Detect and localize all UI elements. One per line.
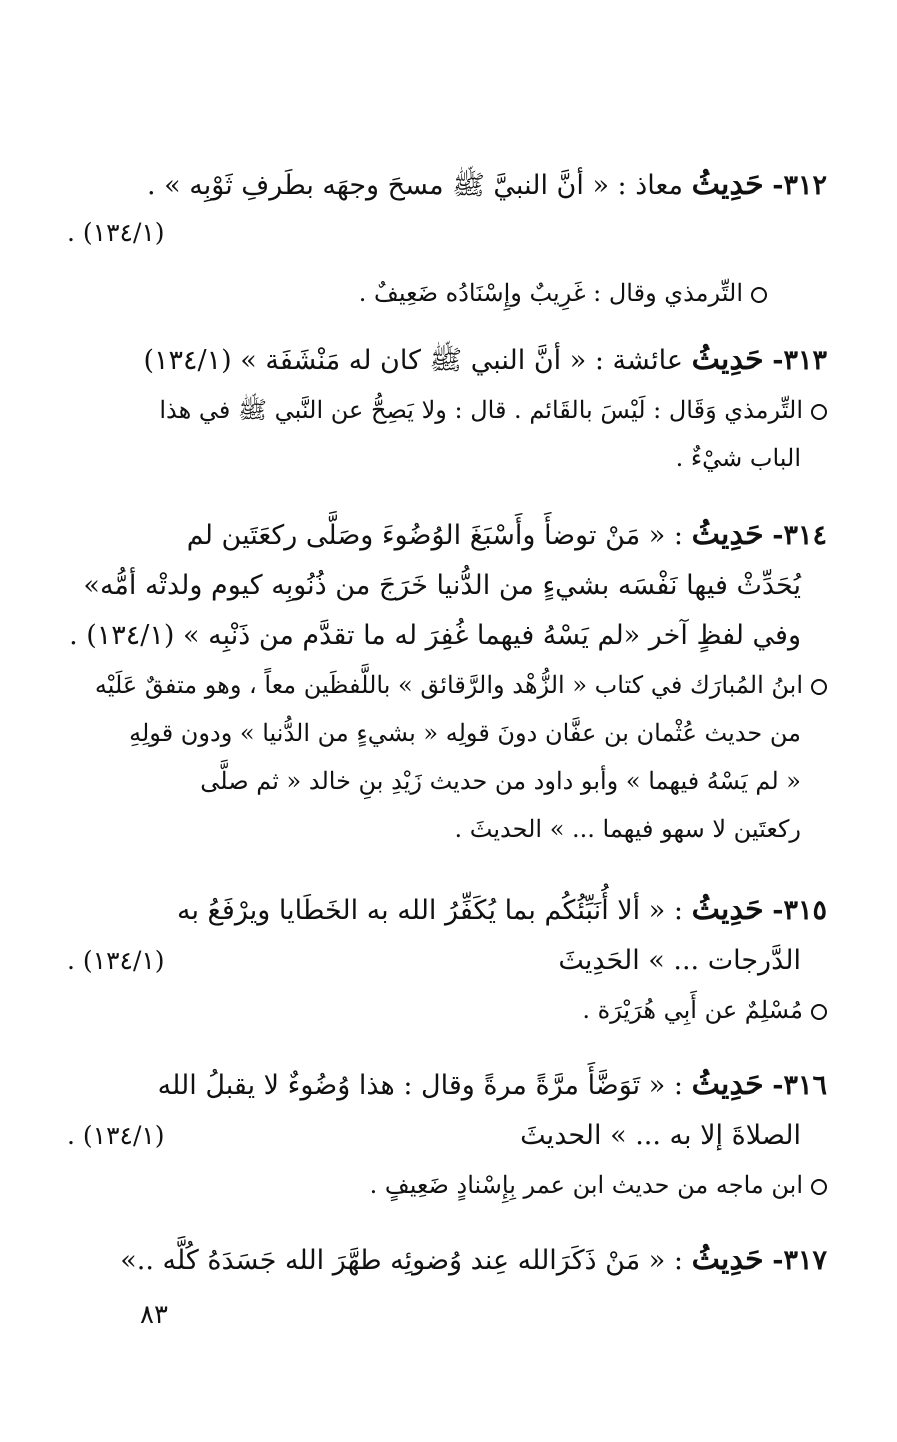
hadith-word: حَدِيثُ xyxy=(691,342,764,377)
entry-text: : « تَوَضَّأَ مرَّةً مرةً وقال : هذا وُضُوءٌ لا يقبلُ الله xyxy=(157,1070,683,1101)
circle-bullet-icon xyxy=(811,679,827,695)
entry-text: : « ألا أُنَبِّئُكُم بما يُكَفِّرُ الله به الخَطَايا ويرْفَعُ به xyxy=(176,895,683,926)
page-number: ٨٣ xyxy=(140,1300,168,1330)
entry-line: يُحَدِّثْ فيها نَفْسَه بشيءٍ من الدُّنيا خَرَجَ من ذُنُوبِه كيوم ولدتْه أمُّه» xyxy=(83,570,801,601)
entry-line xyxy=(67,1060,827,1111)
circle-bullet-icon xyxy=(811,1179,827,1195)
hadith-entry-316 xyxy=(67,1060,827,1209)
entry-line xyxy=(67,510,827,561)
entry-number: ٣١٤- xyxy=(772,520,827,551)
entry-line xyxy=(67,1111,827,1161)
note-text: التِّرمذي وَقَال : لَيْسَ بالقَائم . قال : ولا يَصِحُّ عن النَّبي ﷺ في هذا xyxy=(159,396,803,424)
entry-line xyxy=(67,335,827,386)
entry-number: ٣١٣- xyxy=(772,345,827,376)
note-text: التِّرمذي وقال : غَرِيبٌ وإِسْنَادُه ضَعِيفٌ . xyxy=(358,279,743,307)
takhrij-note xyxy=(67,661,827,709)
hadith-entry-315 xyxy=(67,885,827,1034)
note-continuation: ركعتَين لا سهو فيهما ... » الحديثَ . xyxy=(454,815,801,843)
entry-line xyxy=(67,936,827,986)
takhrij-note xyxy=(67,386,827,434)
note-text: ابنُ المُبارَك في كتاب « الزُّهْد والرَّقائق » باللَّفظَين معاً ، وهو متفقٌ عَلَيْه xyxy=(94,671,803,699)
entry-text: : « مَنْ توضأَ وأَسْبَغَ الوُضُوءَ وصَلَّى ركعَتَين لم xyxy=(186,520,683,551)
entry-number: ٣١٦- xyxy=(772,1070,827,1101)
circle-bullet-icon xyxy=(811,1004,827,1020)
entry-line xyxy=(67,160,827,211)
entry-text: الصلاةَ إلا به ... » الحديثَ xyxy=(520,1120,801,1151)
hadith-word: حَدِيثُ xyxy=(691,892,764,927)
hadith-entry-312 xyxy=(67,160,827,317)
hadith-word: حَدِيثُ xyxy=(691,167,764,202)
hadith-word: حَدِيثُ xyxy=(691,517,764,552)
entry-reference: (١٣٤/١) . xyxy=(67,1121,165,1150)
hadith-word: حَدِيثُ xyxy=(691,1242,764,1277)
takhrij-note xyxy=(67,269,827,317)
note-text: مُسْلِمٌ عن أَبِي هُرَيْرَة . xyxy=(582,996,803,1024)
hadith-entry-314 xyxy=(67,510,827,853)
hadith-entry-317 xyxy=(67,1235,827,1286)
entry-text: الدَّرجات ... » الحَدِيثَ xyxy=(558,945,801,976)
entry-reference: (١٣٤/١) . xyxy=(67,946,165,975)
entry-line xyxy=(67,885,827,936)
takhrij-note xyxy=(67,1161,827,1209)
entry-text: معاذ : « أنَّ النبيَّ ﷺ مسحَ وجهَه بطَرفِ ثَوْبِه » . xyxy=(147,170,683,201)
note-continuation: « لم يَسْهُ فيهما » وأبو داود من حديث زَيْدِ بنِ خالد « ثم صلَّى xyxy=(200,767,801,795)
entry-number: ٣١٧- xyxy=(772,1245,827,1276)
entry-line: وفي لفظٍ آخر «لم يَسْهُ فيهما غُفِرَ له ما تقدَّم من ذَنْبِه » (١٣٤/١) . xyxy=(69,620,801,651)
entry-text: : « مَنْ ذَكَرَالله عِند وُضوئِه طهَّرَ الله جَسَدَهُ كُلَّه ..» xyxy=(120,1245,683,1276)
note-text: ابن ماجه من حديث ابن عمر بِإِسْنادٍ ضَعِيفٍ . xyxy=(369,1171,803,1199)
circle-bullet-icon xyxy=(811,404,827,420)
takhrij-note xyxy=(67,986,827,1034)
entry-number: ٣١٥- xyxy=(772,895,827,926)
entry-number: ٣١٢- xyxy=(772,170,827,201)
hadith-word: حَدِيثُ xyxy=(691,1067,764,1102)
hadith-entry-313 xyxy=(67,335,827,482)
note-continuation: الباب شيْءٌ . xyxy=(675,444,801,472)
entry-text: عائشة : « أنَّ النبي ﷺ كان له مَنْشَفَة » (١٣٤/١) xyxy=(143,345,683,376)
circle-bullet-icon xyxy=(751,287,767,303)
note-continuation: من حديث عُثْمان بن عفَّان دونَ قولِه « بشيءٍ من الدُّنيا » ودون قولِهِ xyxy=(129,719,801,747)
entry-reference: (١٣٤/١) . xyxy=(67,218,165,247)
entry-line xyxy=(67,1235,827,1286)
